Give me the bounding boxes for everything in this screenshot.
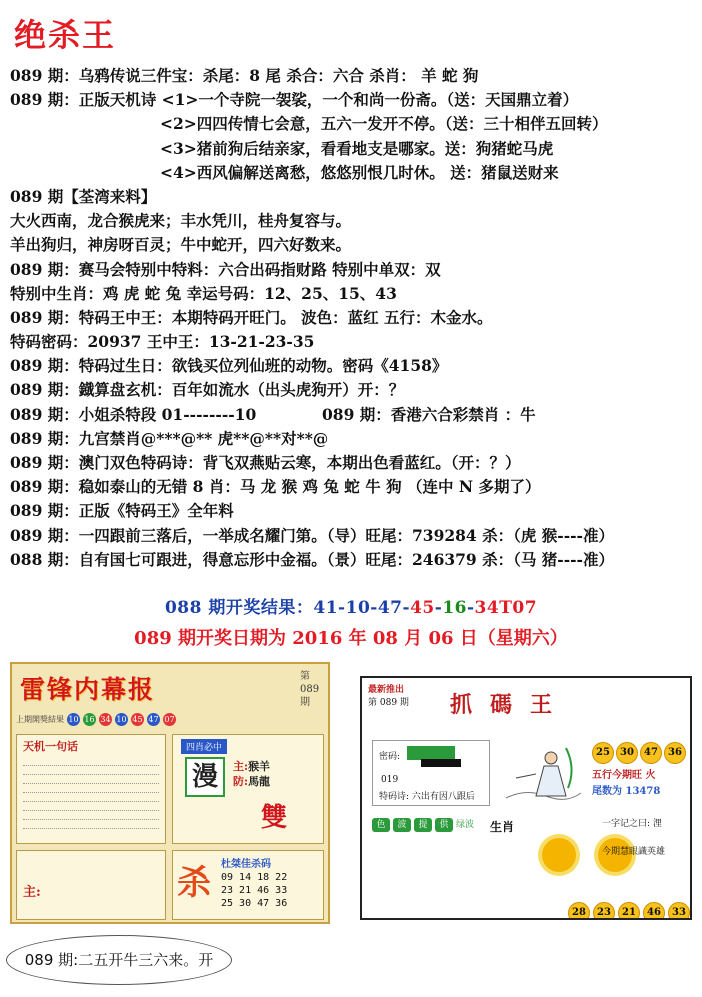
lp-sha-numbers: 09 14 18 22 23 21 46 33 25 30 47 36 bbox=[221, 872, 288, 909]
line-4: <3>猪前狗后结亲家，看看地支是哪家。送：狗猪蛇马虎 bbox=[160, 138, 554, 158]
lp-ball: 16 bbox=[84, 714, 95, 724]
result-special: T07 bbox=[499, 598, 538, 618]
line-20: 089 期：一四跟前三落后，一举成名耀门第。（导）旺尾：739284 杀：（虎 猴----准） bbox=[10, 525, 614, 545]
rp-ball: 21 bbox=[618, 902, 640, 920]
rp-code-label: 密码: bbox=[379, 752, 401, 762]
lp-ball: 34 bbox=[100, 714, 111, 724]
rp-title: 抓碼王 bbox=[450, 692, 571, 718]
lp-shuang-char: 雙 bbox=[261, 803, 288, 833]
rp-ball: 23 bbox=[593, 902, 615, 920]
line-15 bbox=[10, 403, 700, 427]
lp-zhu-fang: 主:猴羊 防:馬龍 bbox=[233, 760, 271, 788]
rp-color-band bbox=[372, 818, 474, 832]
line-19: 089 期：正版《特码王》全年料 bbox=[10, 501, 234, 521]
line-5: <4>西风偏解送离愁，悠悠别恨几时休。 送：猪鼠送财来 bbox=[160, 162, 559, 182]
line-9: 089 期：赛马会特别中特料：六合出码指财路 特别中单双：双 bbox=[10, 259, 441, 279]
line-17: 089 期：澳门双色特码诗：背飞双燕贴云寒，本期出色看蓝红。（开：？） bbox=[10, 453, 521, 472]
line-15-right: 089 期：香港六合彩禁肖 ：牛 bbox=[322, 404, 536, 424]
line-6: 089 期【荃湾来料】 bbox=[10, 186, 157, 206]
result-num: 16 bbox=[442, 598, 467, 618]
rp-poem: 特码诗: 六出有因八跟后 bbox=[379, 792, 475, 802]
rp-ball: 28 bbox=[568, 902, 590, 920]
rp-zodiac-label: 生肖 bbox=[490, 820, 515, 834]
page-title: 绝杀王 bbox=[14, 16, 117, 54]
lp-box2-tag: 四肖必中 bbox=[181, 739, 227, 754]
result-num: 34 bbox=[474, 598, 500, 618]
rp-chip: 波 bbox=[393, 818, 411, 832]
article-lines bbox=[10, 64, 700, 572]
scholar-illustration-icon bbox=[496, 738, 586, 810]
line-15-left: 089 期：小姐杀特段 01--------10 bbox=[10, 404, 257, 424]
rp-ball: 25 bbox=[592, 742, 614, 764]
lp-sha-char: 杀 bbox=[177, 863, 211, 903]
lp-sha-title: 杜桀佳杀码 bbox=[221, 859, 271, 870]
lp-result-strip bbox=[16, 712, 324, 726]
line-3: <2>四四传情七会意，五六一发开不停。（送：三十相伴五回转） bbox=[160, 114, 608, 134]
lp-main-label: 主: bbox=[23, 885, 41, 900]
lp-ball: 07 bbox=[164, 714, 175, 724]
rp-chip: 色 bbox=[372, 818, 390, 832]
result-num: 45 bbox=[410, 598, 435, 618]
line-18: 089 期：稳如泰山的无错 8 肖：马 龙 猴 鸡 兔 蛇 牛 狗 （连中 N 多期了） bbox=[10, 477, 541, 497]
result-line: 088 期开奖结果：41-10-47-45-16-34T07 bbox=[164, 598, 538, 618]
rp-band-extra: 绿波 bbox=[456, 820, 475, 830]
result-num: 41 bbox=[313, 598, 339, 618]
lp-ball: 45 bbox=[132, 714, 143, 724]
lp-tianji-box bbox=[16, 734, 166, 844]
leifeng-newspaper-image bbox=[10, 662, 330, 924]
rp-note: 一字记之曰: 浬 今期慧眼識英雄 bbox=[602, 819, 666, 857]
rp-ball: 47 bbox=[640, 742, 662, 764]
rp-ball: 30 bbox=[616, 742, 638, 764]
line-13: 089 期：特码过生日：欲钱买位列仙班的动物。密码《4158》 bbox=[10, 356, 448, 376]
lp-kill-box bbox=[172, 850, 324, 920]
speech-bubble: 089 期:二五开牛三六来。开 bbox=[6, 935, 232, 985]
lp-four-zodiac-box bbox=[172, 734, 324, 844]
result-num: 47 bbox=[377, 598, 403, 618]
rp-chip: 供 bbox=[435, 818, 453, 832]
logo-icon bbox=[407, 746, 455, 760]
line-11: 089 期：特码王中王：本期特码开旺门。 波色：蓝红 五行：木金水。 bbox=[10, 307, 493, 327]
line-21: 088 期：自有国七可跟进，得意忘形中金福。（景）旺尾：246379 杀：（马 猪----准） bbox=[10, 549, 614, 569]
rp-wuxing: 五行今期旺 火 尾数为 13478 bbox=[592, 770, 661, 797]
line-10: 特别中生肖：鸡 虎 蛇 兔 幸运号码：12、25、15、43 bbox=[10, 283, 397, 303]
line-1: 089 期：乌鸦传说三件宝：杀尾：8 尾 杀合：六合 杀肖： 羊 蛇 狗 bbox=[10, 66, 479, 85]
line-16: 089 期：九宫禁肖@***@** 虎**@**对**@ bbox=[10, 428, 329, 448]
lp-box1-title: 天机一句话 bbox=[23, 740, 78, 753]
draw-date: 089 期开奖日期为 2016 年 08 月 06 日（星期六） bbox=[134, 628, 568, 649]
lp-strip-label: 上期開獎結果 bbox=[16, 714, 64, 724]
rp-ball: 36 bbox=[664, 742, 686, 764]
line-8: 羊出狗归，神房呀百灵；牛中蛇开，四六好数来。 bbox=[10, 235, 352, 255]
line-14: 089 期：鐡算盘玄机：百年如流水（出头虎狗开）开：？ bbox=[10, 380, 405, 400]
line-2: 089 期：正版天机诗 <1>一个寺院一袈裟，一个和尚一份斋。（送：天国鼎立着） bbox=[10, 90, 579, 110]
lp-man-char: 漫 bbox=[185, 757, 225, 797]
lp-title: 雷锋内幕报 bbox=[20, 675, 156, 704]
rp-top-balls bbox=[592, 742, 686, 764]
sun-icon bbox=[542, 838, 576, 872]
line-12: 特码密码：20937 王中王：13-21-23-35 bbox=[10, 332, 315, 352]
lp-issue: 第 089 期 bbox=[300, 671, 320, 708]
rp-code-value: 019 bbox=[381, 775, 399, 785]
logo-icon bbox=[421, 759, 461, 767]
lp-ball: 10 bbox=[116, 714, 127, 724]
zhuamawang-image bbox=[360, 676, 692, 920]
rp-bottom-balls bbox=[568, 902, 690, 920]
rp-ball: 33 bbox=[668, 902, 690, 920]
lp-ball: 47 bbox=[148, 714, 159, 724]
result-num: 10 bbox=[345, 598, 371, 618]
lp-main-box bbox=[16, 850, 166, 920]
lp-ball: 10 bbox=[68, 714, 79, 724]
rp-code-panel bbox=[372, 740, 490, 806]
rp-ball: 46 bbox=[643, 902, 665, 920]
rp-chip: 提 bbox=[414, 818, 432, 832]
result-label: 088 期开奖结果： bbox=[164, 598, 314, 618]
rp-header: 最新推出 第 089 期 bbox=[368, 685, 409, 708]
line-7: 大火西南，龙合猴虎来；丰水凭川，桂舟复容与。 bbox=[10, 211, 352, 231]
